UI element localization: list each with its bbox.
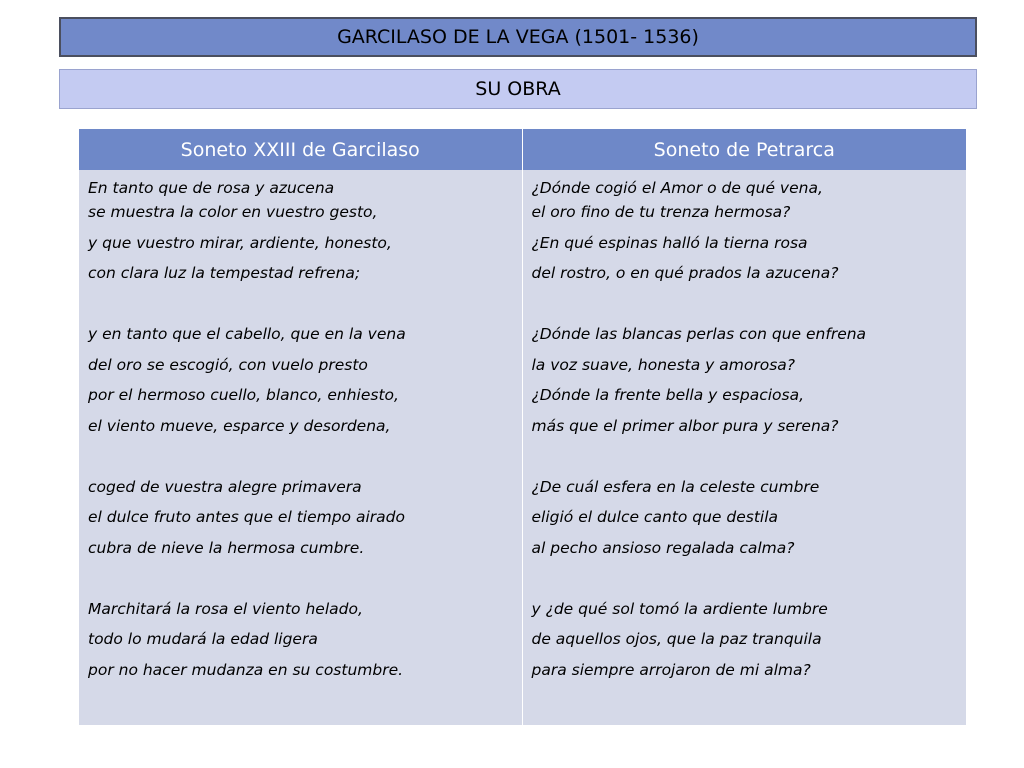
table-header-row xyxy=(79,129,966,170)
verse-line: coged de vuestra alegre primavera xyxy=(88,477,362,496)
verse-line: del rostro, o en qué prados la azucena? xyxy=(531,264,839,282)
stanza-gap xyxy=(88,293,522,324)
verse-line: En tanto que de rosa y azucena xyxy=(88,179,335,197)
verse-line: y en tanto que el cabello, que en la vena xyxy=(88,325,406,343)
verse-line: más que el primer albor pura y serena? xyxy=(531,416,839,435)
stanza-gap xyxy=(532,293,967,324)
column-header-petrarca: Soneto de Petrarca xyxy=(522,129,966,170)
verse-line: ¿De cuál esfera en la celeste cumbre xyxy=(531,477,820,496)
verse-line: se muestra la color en vuestro gesto, xyxy=(88,203,378,221)
verse-line: por no hacer mudanza en su costumbre. xyxy=(88,660,404,679)
verse-line: el viento mueve, esparce y desordena, xyxy=(88,416,391,435)
stanza-gap xyxy=(88,567,522,598)
verse-line: por el hermoso cuello, blanco, enhiesto, xyxy=(88,386,399,404)
verse-line: ¿Dónde las blancas perlas con que enfrena xyxy=(531,325,867,343)
page-title: GARCILASO DE LA VEGA (1501- 1536) xyxy=(59,17,977,57)
stanza-gap xyxy=(88,445,522,476)
verse-line: al pecho ansioso regalada calma? xyxy=(531,538,795,557)
verse-line: del oro se escogió, con vuelo presto xyxy=(88,355,368,374)
verse-line: cubra de nieve la hermosa cumbre. xyxy=(88,538,365,557)
verse-line: Marchitará la rosa el viento helado, xyxy=(88,599,363,618)
verse-line: y ¿de qué sol tomó la ardiente lumbre xyxy=(531,599,828,618)
sonnet-comparison-table xyxy=(79,129,966,725)
verse-line: la voz suave, honesta y amorosa? xyxy=(531,355,795,374)
sonnet-garcilaso xyxy=(79,170,522,725)
stanza-gap xyxy=(532,445,967,476)
verse-line: eligió el dulce canto que destila xyxy=(531,508,779,526)
page-subtitle: SU OBRA xyxy=(59,69,977,109)
verse-line: de aquellos ojos, que la paz tranquila xyxy=(531,630,822,648)
stanza-gap xyxy=(532,567,967,598)
verse-line: el oro fino de tu trenza hermosa? xyxy=(531,203,791,221)
column-header-garcilaso: Soneto XXIII de Garcilaso xyxy=(79,129,522,170)
verse-line: para siempre arrojaron de mi alma? xyxy=(531,660,811,679)
sonnet-petrarca xyxy=(522,170,966,725)
verse-line: el dulce fruto antes que el tiempo airado xyxy=(88,508,405,526)
verse-line: ¿Dónde cogió el Amor o de qué vena, xyxy=(531,179,823,197)
verse-line: todo lo mudará la edad ligera xyxy=(88,630,318,648)
verse-line: y que vuestro mirar, ardiente, honesto, xyxy=(88,233,392,252)
verse-line: ¿Dónde la frente bella y espaciosa, xyxy=(531,386,805,404)
table-row xyxy=(79,170,966,725)
verse-line: ¿En qué espinas halló la tierna rosa xyxy=(531,233,808,252)
verse-line: con clara luz la tempestad refrena; xyxy=(88,264,361,282)
